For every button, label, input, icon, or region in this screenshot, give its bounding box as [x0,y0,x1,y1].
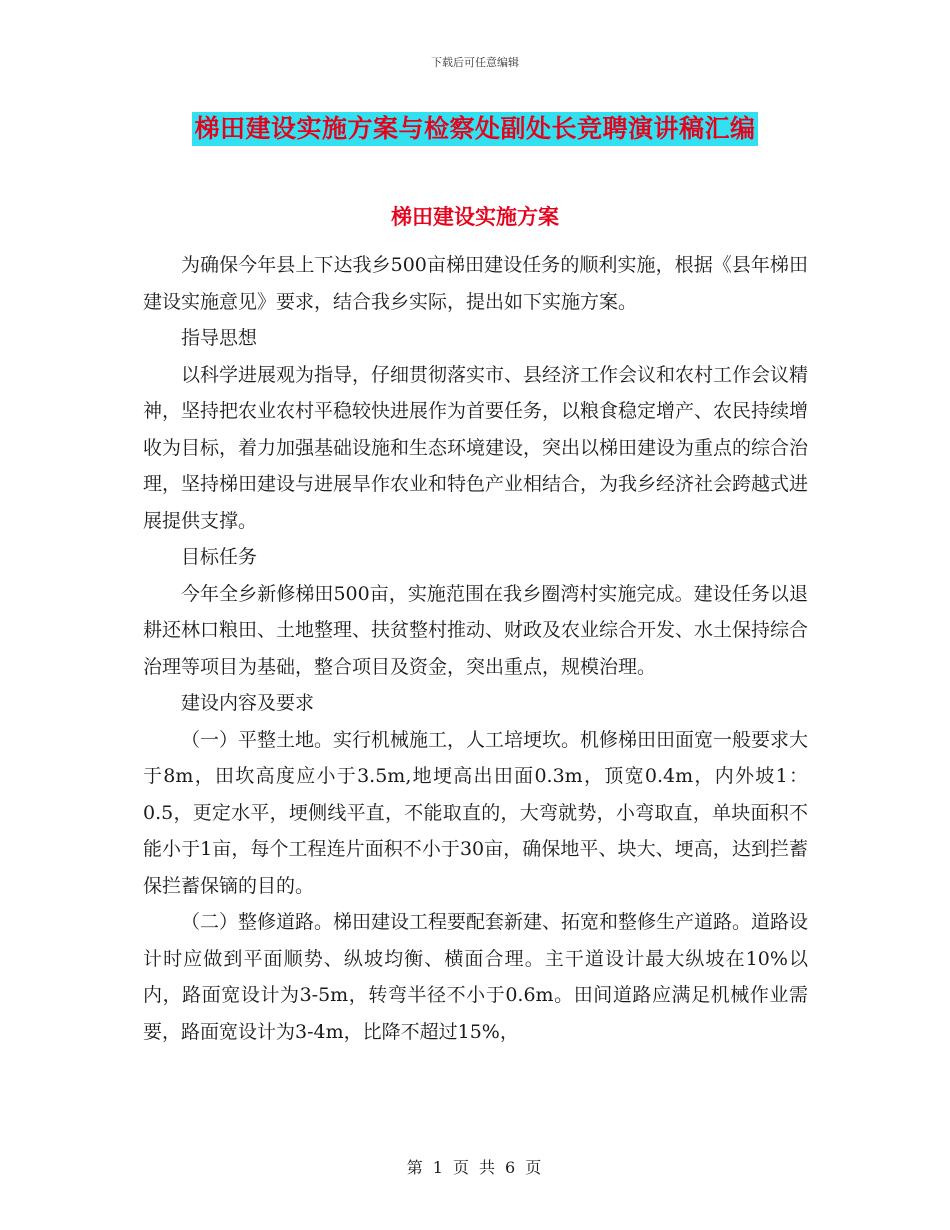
footer-total-pages: 6 [505,1158,518,1177]
paragraph-heading-guiding-ideology: 指导思想 [181,327,258,349]
paragraph-road-repair: （二）整修道路。梯田建设工程要配套新建、拓宽和整修生产道路。道路设计时应做到平面顺势、纵坡均衡、横面合理。主干道设计最大纵坡在10%以内，路面宽设计为3-5m，转弯半径不小于0.6m。田间道路应满足机械作业需要，路面宽设计为3-4m，比降不超过15%， [143,911,809,1043]
paragraph-heading-content: 建设内容及要求 [181,692,315,714]
document-body [143,247,808,1050]
footer-page-label: 第 [406,1158,425,1177]
document-title [0,112,950,146]
page-footer [0,1155,950,1178]
footer-total-unit: 页 [525,1158,544,1177]
paragraph-intro: 为确保今年县上下达我乡500亩梯田建设任务的顺利实施，根据《县年梯田建设实施意见》要求，结合我乡实际，提出如下实施方案。 [143,254,808,313]
footer-page-number: 1 [432,1158,445,1177]
paragraph-goals: 今年全乡新修梯田500亩，实施范围在我乡圈湾村实施完成。建设任务以退耕还林口粮田、土地整理、扶贫整村推动、财政及农业综合开发、水土保持综合治理等项目为基础，整合项目及资金，突出重点，规模治理。 [143,582,809,678]
section-title: 梯田建设实施方案 [391,204,559,229]
footer-page-unit: 页 [452,1158,471,1177]
footer-total-label: 共 [479,1158,498,1177]
paragraph-heading-goals: 目标任务 [181,546,258,568]
page-header-note: 下载后可任意编辑 [431,56,519,69]
paragraph-land-leveling: （一）平整土地。实行机械施工，人工培埂坎。机修梯田田面宽一般要求大于8m，田坎高度应小于3.5m,地埂高出田面0.3m，顶宽0.4m，内外坡1：0.5，更定水平，埂侧线平直，不能取直的，大弯就势，小弯取直，单块面积不能小于1亩，每个工程连片面积不小于30亩，确保地平、块大、埂高，达到拦蓄保拦蓄保镝的目的。 [143,728,809,897]
paragraph-guiding-ideology: 以科学进展观为指导，仔细贯彻落实市、县经济工作会议和农村工作会议精神，坚持把农业农村平稳较快进展作为首要任务，以粮食稳定增产、农民持续增收为目标，着力加强基础设施和生态环境建设，突出以梯田建设为重点的综合治理，坚持梯田建设与进展旱作农业和特色产业相结合，为我乡经济社会跨越式进展提供支撑。 [143,363,809,532]
document-title-text: 梯田建设实施方案与检察处副处长竞聘演讲稿汇编 [192,112,757,146]
